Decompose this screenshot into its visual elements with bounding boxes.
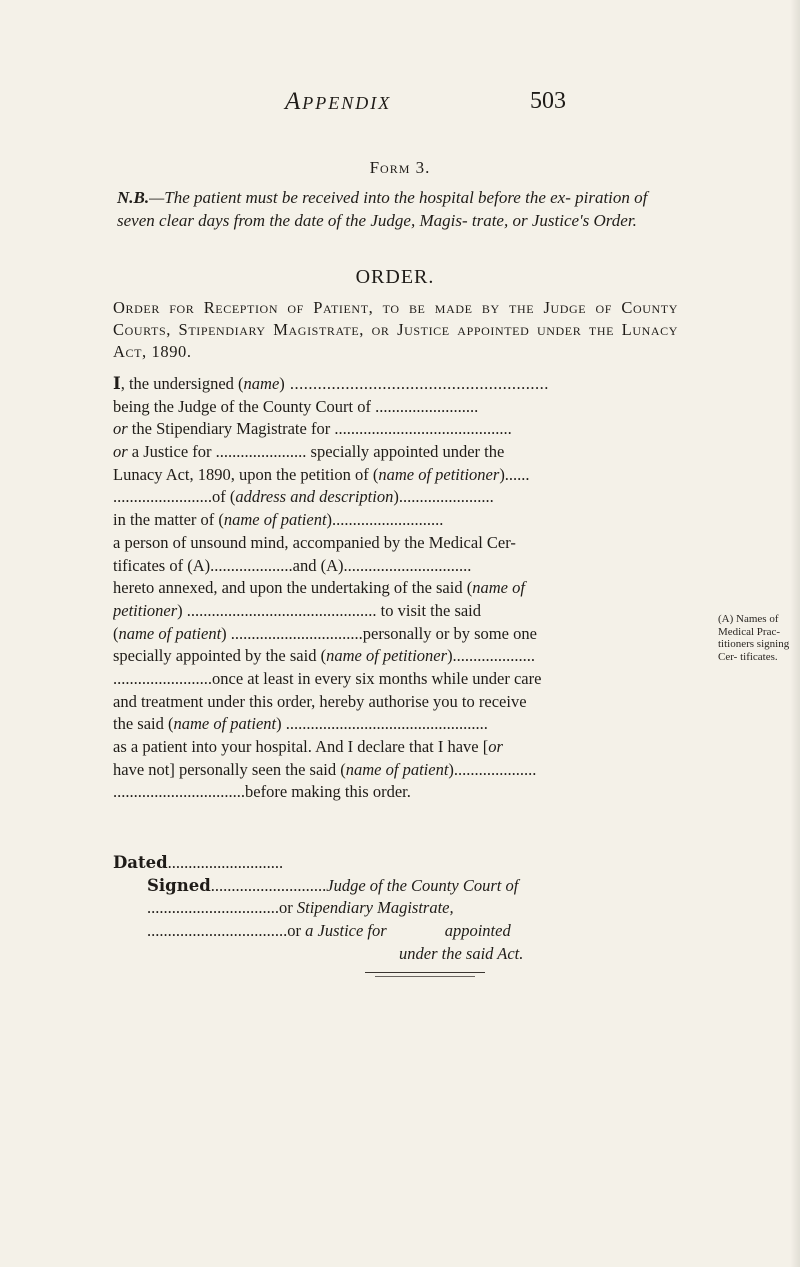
- signature-line: ..................................or a Justice for appointed: [147, 921, 511, 941]
- body-line: or the Stipendiary Magistrate for ...........................................: [113, 419, 512, 439]
- dated-label: Dated: [113, 853, 168, 872]
- body-line: ................................before making this order.: [113, 782, 411, 802]
- body-line: hereto annexed, and upon the undertaking of the said (name of: [113, 578, 525, 598]
- signature-line: under the said Act.: [399, 943, 524, 963]
- body-line: being the Judge of the County Court of .........................: [113, 396, 479, 416]
- signed-line: Signed............................Judge of the County Court of: [147, 875, 519, 895]
- order-subtitle: Order for Reception of Patient, to be made by the Judge of County Courts, Stipendiary Magistrate, or Justice appointed under the Lunacy Act, 1890.: [113, 298, 678, 361]
- body-line: in the matter of (name of patient)...........................: [113, 510, 444, 530]
- body-line: ........................of (address and description).......................: [113, 487, 494, 507]
- end-rule: [375, 976, 475, 977]
- nota-bene-lead: N.B.: [117, 188, 150, 207]
- body-line: ........................once at least in every six months while under care: [113, 668, 542, 688]
- body-line: have not] personally seen the said (name of patient)....................: [113, 759, 537, 779]
- body-line: specially appointed by the said (name of petitioner)....................: [113, 646, 536, 666]
- body-line: tificates of (A)....................and (A)...............................: [113, 555, 472, 575]
- body-line: a person of unsound mind, accompanied by the Medical Cer-: [113, 532, 516, 552]
- signature-line: ................................or Stipendiary Magistrate,: [147, 898, 454, 918]
- body-line: Lunacy Act, 1890, upon the petition of (name of petitioner)......: [113, 464, 530, 484]
- body-line: petitioner) .............................................. to visit the said: [113, 600, 482, 620]
- running-head: Appendix: [285, 88, 392, 115]
- nota-bene-text: —The patient must be received into the hospital before the ex- piration of seven clear days from the date of the Judge, Magis- trate, or Justice's Order.: [117, 188, 648, 230]
- body-line: (name of patient) ................................personally or by some one: [113, 623, 537, 643]
- margin-note: (A) Names of Medical Prac- titioners signing Cer- tificates.: [718, 613, 790, 663]
- body-line: and treatment under this order, hereby authorise you to receive: [113, 691, 527, 711]
- body-line: I, the undersigned (name) ........................................................: [113, 374, 549, 393]
- signature-block: [113, 852, 688, 965]
- order-title: ORDER.: [355, 266, 435, 288]
- signed-label: Signed: [147, 875, 211, 895]
- body-line: as a patient into your hospital. And I declare that I have [or: [113, 737, 503, 756]
- order-body: [113, 373, 688, 804]
- form-number: Form 3.: [369, 158, 431, 177]
- body-line: or a Justice for ...................... specially appointed under the: [113, 442, 505, 462]
- nota-bene-note: [117, 186, 682, 232]
- page-header: [0, 88, 800, 128]
- body-line: the said (name of patient) .................................................: [113, 714, 488, 734]
- page-edge: [790, 0, 800, 1267]
- dated-line: Dated............................: [113, 853, 284, 872]
- page-number: 503: [530, 88, 566, 114]
- end-rule: [365, 972, 485, 973]
